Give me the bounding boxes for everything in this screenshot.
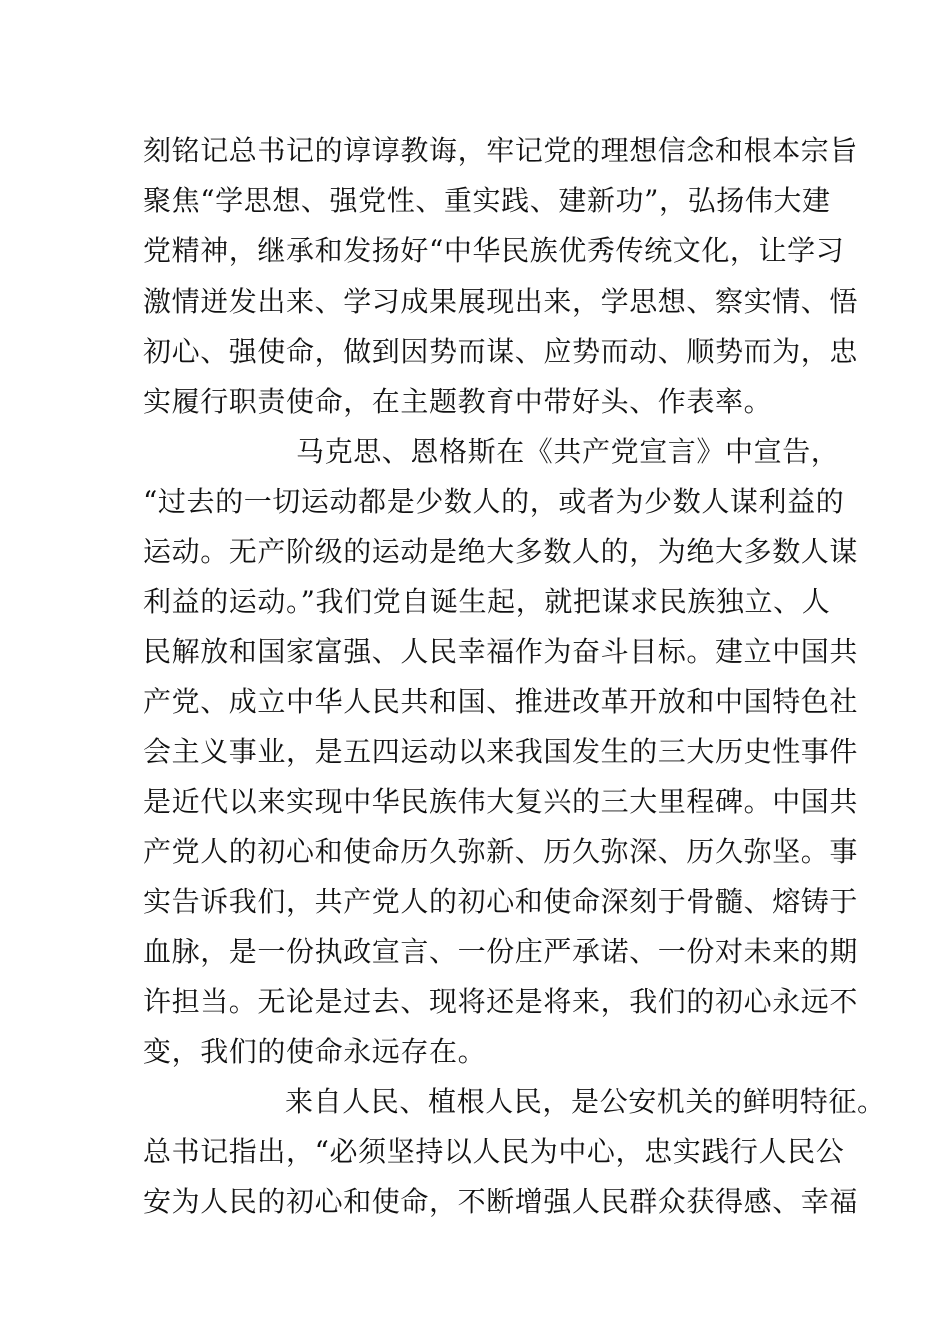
text-line: 总书记指出，“必须坚持以人民为中心，忠实践行人民公 (143, 1135, 845, 1168)
text-line: 是近代以来实现中华民族伟大复兴的三大里程碑。中国共 (143, 785, 859, 818)
text-line: 实履行职责使命，在主题教育中带好头、作表率。 (143, 385, 773, 418)
paragraph-start-line: 马克思、恩格斯在《共产党宣言》中宣告， (296, 435, 840, 468)
text-line: 许担当。无论是过去、现将还是将来，我们的初心永远不 (143, 985, 859, 1018)
paragraph-start-line: 来自人民、植根人民，是公安机关的鲜明特征。 (285, 1085, 886, 1118)
text-line: 利益的运动。”我们党自诞生起，就把谋求民族独立、人 (143, 585, 831, 618)
text-line: 激情迸发出来、学习成果展现出来，学思想、察实情、悟 (143, 285, 859, 318)
text-line: 刻铭记总书记的谆谆教诲，牢记党的理想信念和根本宗旨 (143, 134, 859, 167)
text-line: 运动。无产阶级的运动是绝大多数人的，为绝大多数人谋 (143, 535, 859, 568)
text-line: 安为人民的初心和使命，不断增强人民群众获得感、幸福 (143, 1185, 859, 1218)
text-line: 产党、成立中华人民共和国、推进改革开放和中国特色社 (143, 685, 859, 718)
text-line: 民解放和国家富强、人民幸福作为奋斗目标。建立中国共 (143, 635, 859, 668)
text-line: 血脉，是一份执政宣言、一份庄严承诺、一份对未来的期 (143, 935, 859, 968)
text-line: 产党人的初心和使命历久弥新、历久弥深、历久弥坚。事 (143, 835, 859, 868)
text-line: 变，我们的使命永远存在。 (143, 1035, 487, 1068)
text-line: “过去的一切运动都是少数人的，或者为少数人谋利益的 (143, 485, 845, 518)
text-line: 实告诉我们，共产党人的初心和使命深刻于骨髓、熔铸于 (143, 885, 859, 918)
text-line: 会主义事业，是五四运动以来我国发生的三大历史性事件 (143, 735, 859, 768)
text-line: 初心、强使命，做到因势而谋、应势而动、顺势而为，忠 (143, 335, 859, 368)
text-line: 聚焦“学思想、强党性、重实践、建新功”，弘扬伟大建 (143, 184, 831, 217)
text-line: 党精神，继承和发扬好“中华民族优秀传统文化，让学习 (143, 234, 845, 267)
